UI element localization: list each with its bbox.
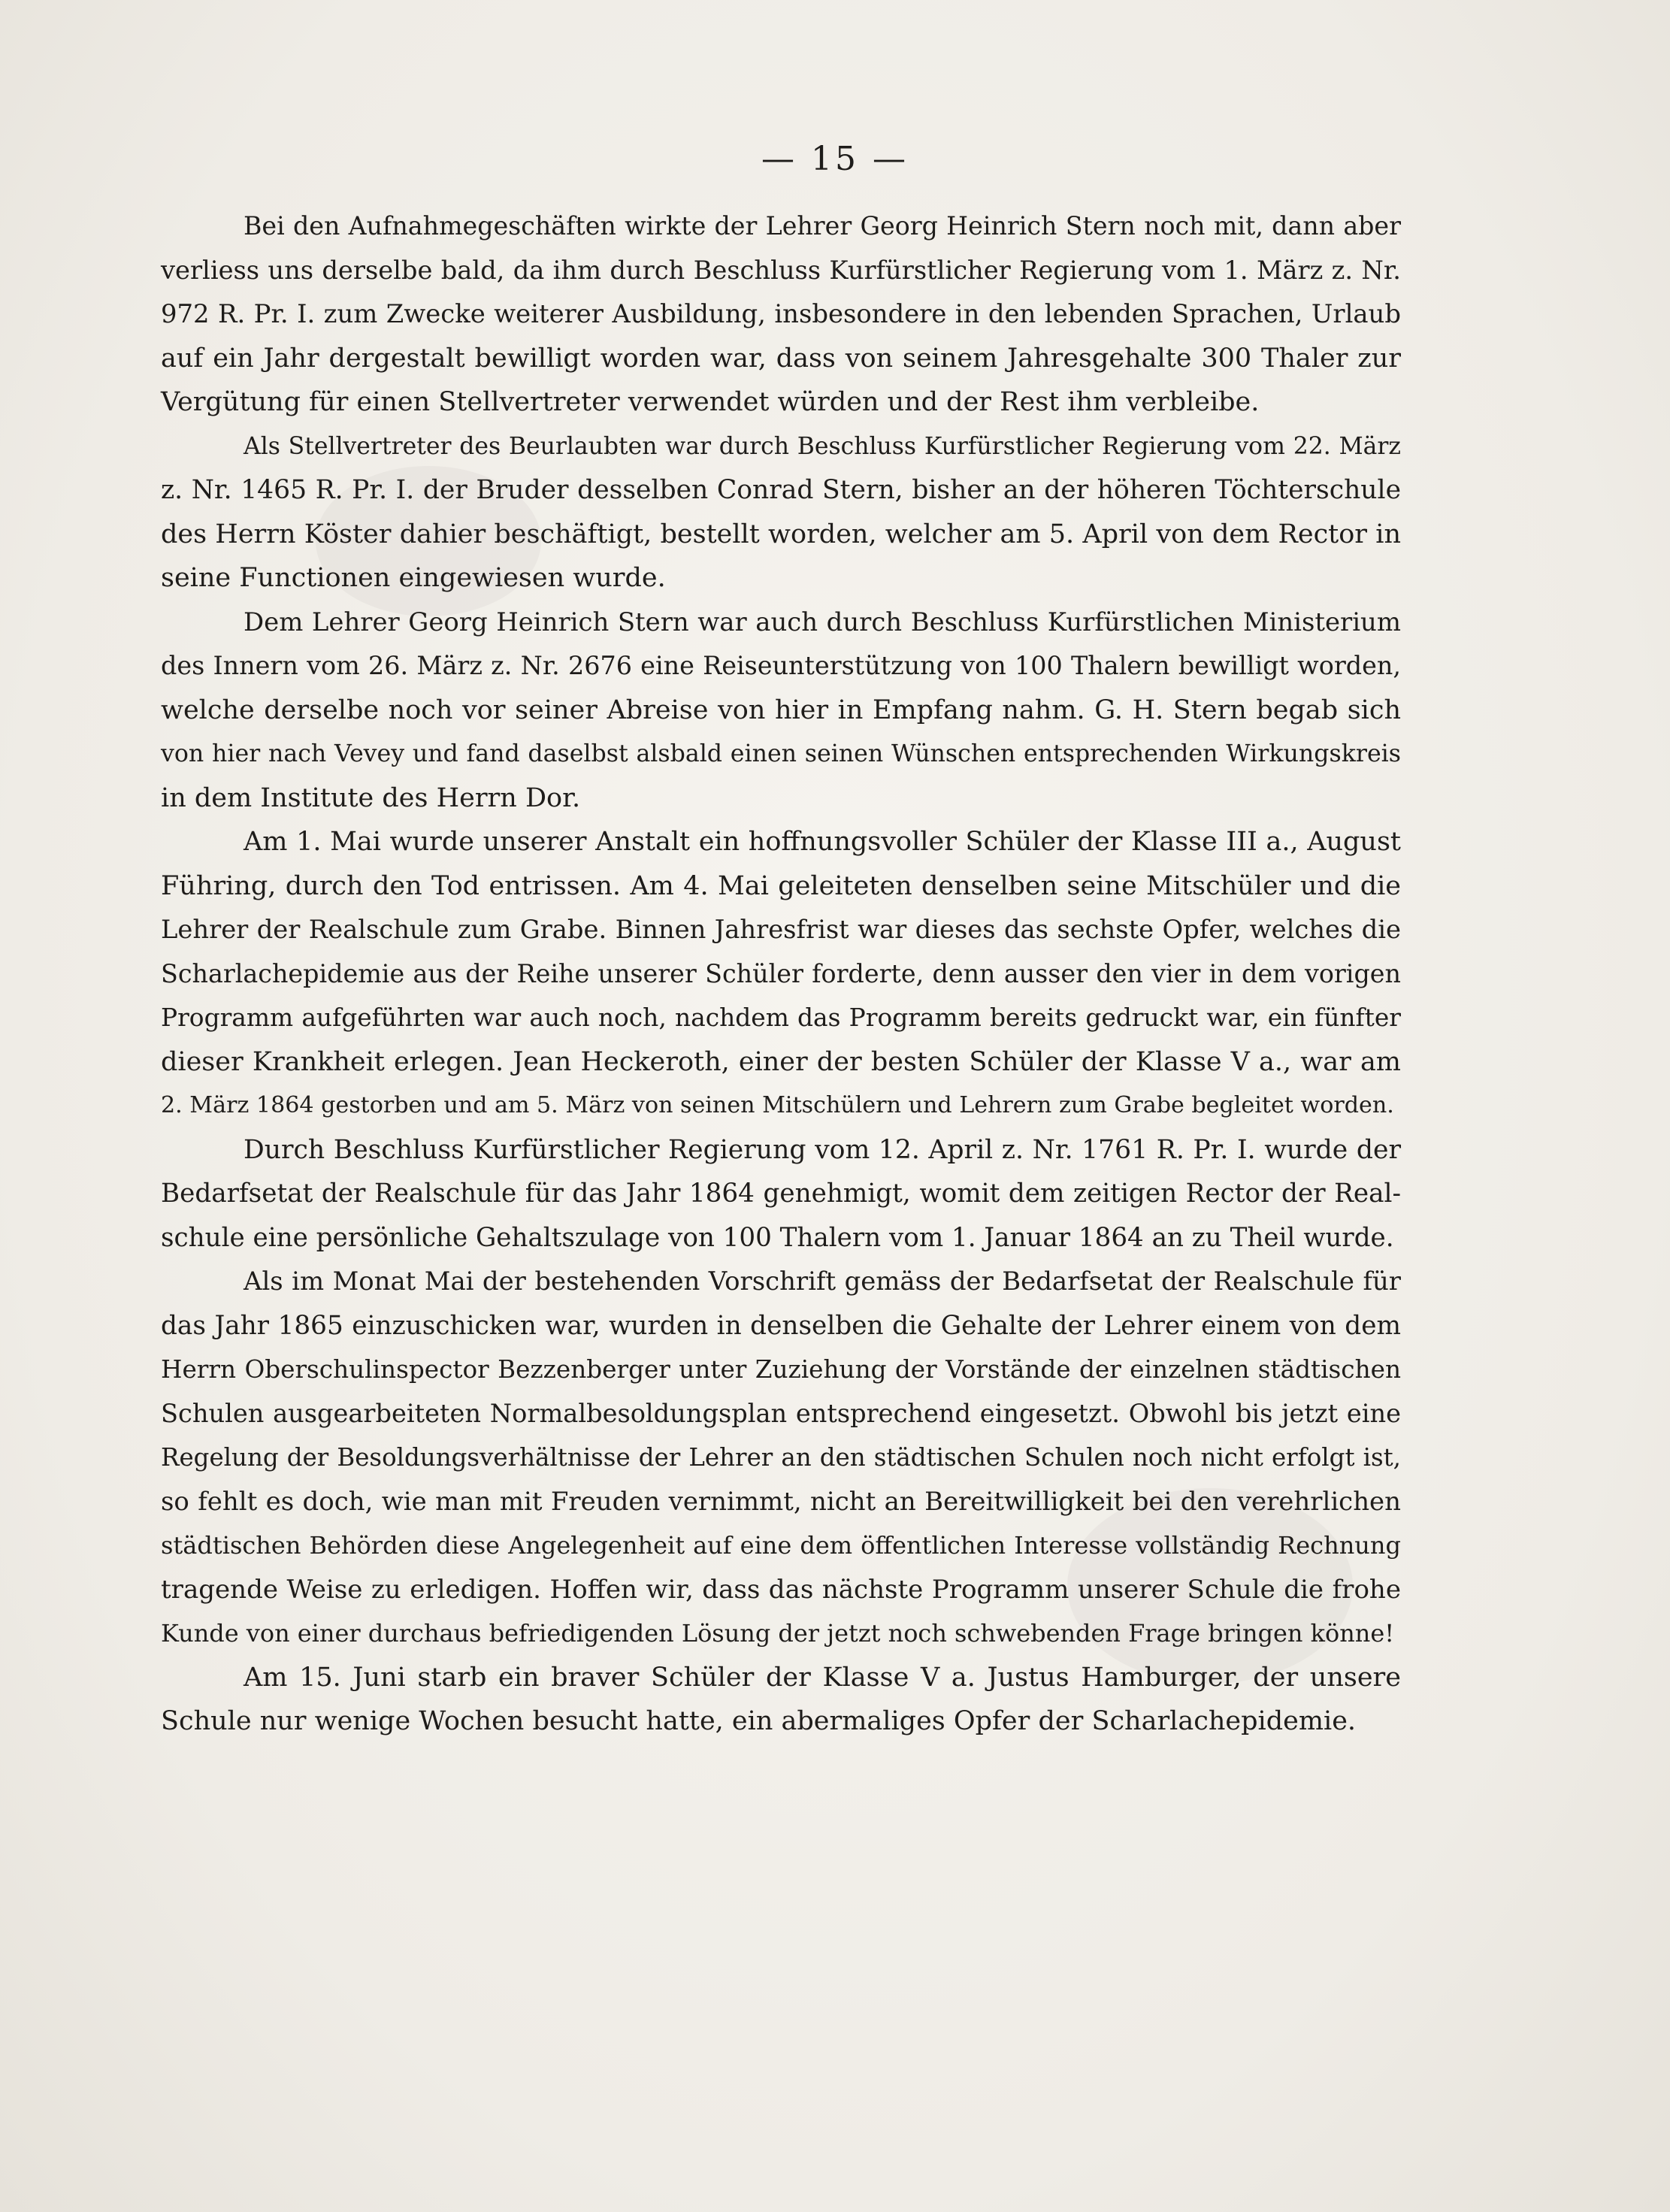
text-line: seine Functionen eingewiesen wurde. [161,563,666,593]
text-line: Kunde von einer durchaus befriedigenden Lösung der jetzt noch schwebenden Frage bringen könne! [161,1619,1395,1648]
paragraph [161,1128,1401,1260]
text-line: des Herrn Köster dahier beschäftigt, bestellt worden, welcher am 5. April von dem Rector in [161,519,1401,549]
text-line: Durch Beschluss Kurfürstlicher Regierung vom 12. April z. Nr. 1761 R. Pr. I. wurde der [244,1134,1401,1165]
text-line: städtischen Behörden diese Angelegenheit auf eine dem öffentlichen Interesse vollständig Rechnung [161,1531,1401,1560]
text-line: Programm aufgeführten war auch noch, nachdem das Programm bereits gedruckt war, ein fünfter [161,1003,1401,1032]
text-line: das Jahr 1865 einzuschicken war, wurden in denselben die Gehalte der Lehrer einem von dem [161,1310,1401,1341]
text-line: Bedarfsetat der Realschule für das Jahr 1864 genehmigt, womit dem zeitigen Rector der Real- [161,1179,1401,1209]
text-line: Dem Lehrer Georg Heinrich Stern war auch durch Beschluss Kurfürstlichen Ministerium [244,607,1401,637]
text-line: Schule nur wenige Wochen besucht hatte, ein abermaliges Opfer der Scharlachepidemie. [161,1706,1357,1736]
text-line: dieser Krankheit erlegen. Jean Heckeroth, einer der besten Schüler der Klasse V a., war am [161,1046,1401,1077]
paragraph [161,1260,1401,1656]
text-line: 972 R. Pr. I. zum Zwecke weiterer Ausbildung, insbesondere in den lebenden Sprachen, Urlaub [161,299,1401,328]
paragraph [161,820,1401,1128]
text-line: des Innern vom 26. März z. Nr. 2676 eine Reiseunterstützung von 100 Thalern bewilligt worden, [161,651,1401,680]
text-line: 2. März 1864 gestorben und am 5. März von seinen Mitschülern und Lehrern zum Grabe begleitet worden. [161,1092,1394,1118]
text-line: verliess uns derselbe bald, da ihm durch Beschluss Kurfürstlicher Regierung vom 1. März z. Nr. [161,255,1401,285]
text-line: Regelung der Besoldungsverhältnisse der Lehrer an den städtischen Schulen noch nicht erfolgt ist, [161,1443,1401,1472]
text-line: schule eine persönliche Gehaltszulage von 100 Thalern vom 1. Januar 1864 an zu Theil wurde. [161,1222,1394,1253]
text-line: in dem Institute des Herrn Dor. [161,782,581,813]
text-line: Führing, durch den Tod entrissen. Am 4. Mai geleiteten denselben seine Mitschüler und die [161,870,1401,901]
text-line: Als Stellvertreter des Beurlaubten war durch Beschluss Kurfürstlicher Regierung vom 22. März [244,432,1401,460]
page-number: — 15 — [761,140,909,178]
paragraph [161,204,1401,425]
text-line: welche derselbe noch vor seiner Abreise von hier in Empfang nahm. G. H. Stern begab sich [161,694,1401,725]
text-line: Herrn Oberschulinspector Bezzenberger unter Zuziehung der Vorstände der einzelnen städtischen [161,1355,1401,1384]
text-line: Am 1. Mai wurde unserer Anstalt ein hoffnungsvoller Schüler der Klasse III a., August [244,827,1401,857]
paragraph [161,1656,1401,1744]
text-line: auf ein Jahr dergestalt bewilligt worden war, dass von seinem Jahresgehalte 300 Thaler zur [161,343,1401,374]
text-line: Lehrer der Realschule zum Grabe. Binnen Jahresfrist war dieses das sechste Opfer, welches die [161,915,1401,944]
paragraph [161,425,1401,601]
text-line: Bei den Aufnahmegeschäften wirkte der Lehrer Georg Heinrich Stern noch mit, dann aber [244,211,1401,241]
text-line: z. Nr. 1465 R. Pr. I. der Bruder desselben Conrad Stern, bisher an der höheren Töchterschule [161,475,1401,505]
text-line: tragende Weise zu erledigen. Hoffen wir, dass das nächste Programm unserer Schule die frohe [161,1574,1401,1605]
text-line: so fehlt es doch, wie man mit Freuden vernimmt, nicht an Bereitwilligkeit bei den verehrlichen [161,1486,1401,1517]
text-line: Schulen ausgearbeiteten Normalbesoldungsplan entsprechend eingesetzt. Obwohl bis jetzt eine [161,1398,1401,1428]
text-line: Scharlachepidemie aus der Reihe unserer Schüler forderte, denn ausser den vier in dem vorigen [161,958,1401,988]
text-line: Vergütung für einen Stellvertreter verwendet würden und der Rest ihm verbleibe. [161,387,1260,417]
paragraph [161,601,1401,821]
body-text [161,204,1401,1744]
text-line: Als im Monat Mai der bestehenden Vorschrift gemäss der Bedarfsetat der Realschule für [244,1266,1401,1296]
text-line: Am 15. Juni starb ein braver Schüler der Klasse V a. Justus Hamburger, der unsere [244,1662,1401,1693]
text-line: von hier nach Vevey und fand daselbst alsbald einen seinen Wünschen entsprechenden Wirkungskreis [161,740,1401,767]
